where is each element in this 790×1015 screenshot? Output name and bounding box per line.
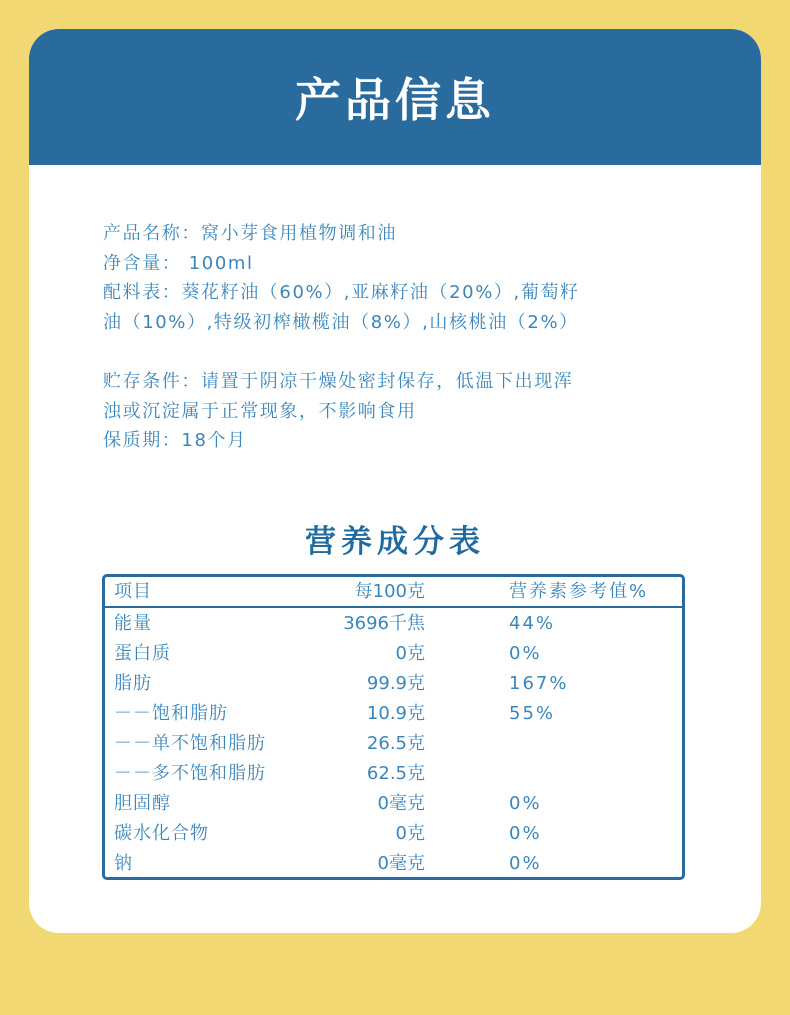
nutrition-table — [102, 574, 685, 880]
product-name: 产品名称：窝小芽食用植物调和油 — [103, 223, 397, 244]
ingredients-line-2: 油（10%）,特级初榨橄榄油（8%）,山核桃油（2%） — [103, 311, 579, 333]
table-row — [105, 789, 682, 819]
row-ref: 167% — [509, 673, 569, 694]
row-item: 能量 — [114, 613, 152, 634]
table-row — [105, 669, 682, 699]
nutrition-title: 营养成分表 — [305, 524, 485, 560]
row-value: 62.5克 — [366, 763, 425, 784]
header-divider — [105, 606, 682, 608]
row-item: －－饱和脂肪 — [114, 703, 228, 724]
spacer — [103, 337, 703, 367]
row-value: 3696千焦 — [343, 613, 425, 634]
row-value: 0克 — [395, 823, 425, 844]
row-value: 0毫克 — [377, 793, 425, 814]
header-item: 项目 — [114, 581, 152, 602]
row-value: 26.5克 — [366, 733, 425, 754]
row-item: －－单不饱和脂肪 — [114, 733, 266, 754]
table-row — [105, 759, 682, 789]
storage-line-2: 浊或沉淀属于正常现象，不影响食用 — [103, 400, 417, 422]
row-ref: 0% — [509, 823, 542, 844]
row-ref: 44% — [509, 613, 556, 634]
table-row — [105, 609, 682, 639]
table-row — [105, 849, 682, 879]
row-item: 胆固醇 — [114, 793, 171, 814]
row-item: 蛋白质 — [114, 643, 171, 664]
row-value: 0克 — [395, 643, 425, 664]
row-item: 碳水化合物 — [114, 823, 209, 844]
product-info-card — [29, 29, 761, 933]
table-row — [105, 819, 682, 849]
table-row — [105, 729, 682, 759]
row-ref: 0% — [509, 793, 542, 814]
row-ref: 55% — [509, 703, 556, 724]
net-content: 净含量： 100ml — [103, 252, 254, 274]
table-row — [105, 639, 682, 669]
row-value: 0毫克 — [377, 853, 425, 874]
shelf-life: 保质期：18个月 — [103, 430, 247, 451]
header-banner — [29, 29, 761, 165]
row-value: 10.9克 — [366, 703, 425, 724]
table-header-row — [105, 577, 682, 609]
row-item: 钠 — [114, 853, 133, 874]
header-value: 每100克 — [354, 581, 425, 602]
page-title: 产品信息 — [295, 73, 495, 127]
row-item: 脂肪 — [114, 673, 152, 694]
table-row — [105, 699, 682, 729]
row-item: －－多不饱和脂肪 — [114, 763, 266, 784]
product-details — [103, 219, 703, 456]
ingredients-line-1: 配料表：葵花籽油（60%）,亚麻籽油（20%）,葡萄籽 — [103, 282, 580, 303]
storage-line-1: 贮存条件：请置于阴凉干燥处密封保存，低温下出现浑 — [103, 371, 574, 392]
row-ref: 0% — [509, 853, 542, 874]
header-ref: 营养素参考值% — [509, 581, 649, 602]
row-ref: 0% — [509, 643, 542, 664]
row-value: 99.9克 — [366, 673, 425, 694]
